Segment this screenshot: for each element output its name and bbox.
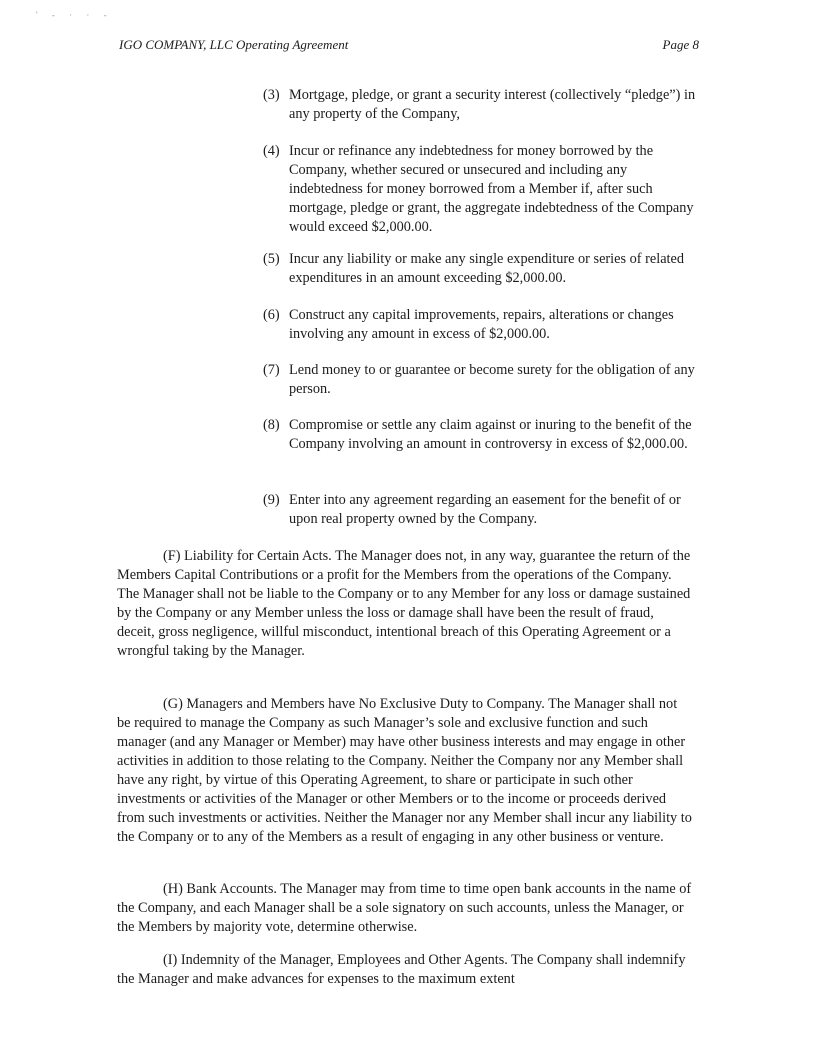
page-number: Page 8 [662, 37, 699, 52]
list-number: (7) [263, 362, 280, 378]
list-text: Compromise or settle any claim against or inuring to the benefit of the Company involving an amount in controversy in excess of $2,000.00. [289, 417, 692, 452]
paragraph-i-indemnity: (I) Indemnity of the Manager, Employees and Other Agents. The Company shall indemnify the Manager and make advances for expenses to the maximum extent [117, 952, 686, 987]
list-text: Incur any liability or make any single expenditure or series of related expenditures in an amount exceeding $2,000.00. [289, 251, 685, 286]
document-title: IGO COMPANY, LLC Operating Agreement [119, 37, 349, 52]
list-number: (9) [263, 492, 280, 508]
page-header [119, 37, 699, 55]
list-item-4 [263, 142, 699, 237]
paragraph-g-no-exclusive-duty: (G) Managers and Members have No Exclusive Duty to Company. The Manager shall not be required to manage the Company as such Manager’s sole and exclusive function and such manager (and any Manager or Member) may have other business interests and may engage in other activities in addition to those relating to the Company. Neither the Company nor any Member shall have any right, by virtue of this Operating Agreement, to share or participate in such other investments or activities of the Manager or other Members or to the income or proceeds derived from such investments or activities. Neither the Manager nor any Member shall incur any liability to the Company or to any of the Members as a result of engaging in any other business or venture. [117, 696, 692, 845]
list-item-7 [263, 361, 699, 399]
list-item-5 [263, 250, 699, 288]
list-number: (3) [263, 87, 280, 103]
list-item-6 [263, 306, 699, 344]
list-text: Enter into any agreement regarding an easement for the benefit of or upon real property owned by the Company. [289, 492, 681, 527]
list-item-3 [263, 86, 699, 124]
list-item-9 [263, 491, 699, 529]
list-item-8 [263, 416, 699, 454]
scan-marks: ' - · · - [36, 10, 113, 20]
list-number: (8) [263, 417, 280, 433]
paragraph-f-liability: (F) Liability for Certain Acts. The Manager does not, in any way, guarantee the return of the Members Capital Contributions or a profit for the Members from the operations of the Company. The Manager shall not be liable to the Company or to any Member for any loss or damage sustained by the Company or any Member unless the loss or damage shall have been the result of fraud, deceit, gross negligence, willful misconduct, intentional breach of this Operating Agreement or a wrongful taking by the Manager. [117, 548, 691, 659]
list-text: Construct any capital improvements, repairs, alterations or changes involving any amount in excess of $2,000.00. [289, 307, 674, 342]
list-number: (6) [263, 307, 280, 323]
list-number: (5) [263, 251, 280, 267]
list-text: Lend money to or guarantee or become surety for the obligation of any person. [289, 362, 695, 397]
list-text: Incur or refinance any indebtedness for money borrowed by the Company, whether secured or unsecured and including any indebtedness for money borrowed from a Member if, after such mortgage, pledge or grant, the aggregate indebtedness of the Company would exceed $2,000.00. [289, 143, 694, 235]
list-number: (4) [263, 143, 280, 159]
paragraph-h-bank-accounts: (H) Bank Accounts. The Manager may from time to time open bank accounts in the name of the Company, and each Manager shall be a sole signatory on such accounts, unless the Manager, or the Members by majority vote, determine otherwise. [117, 881, 692, 935]
list-text: Mortgage, pledge, or grant a security interest (collectively “pledge”) in any property of the Company, [289, 87, 696, 122]
